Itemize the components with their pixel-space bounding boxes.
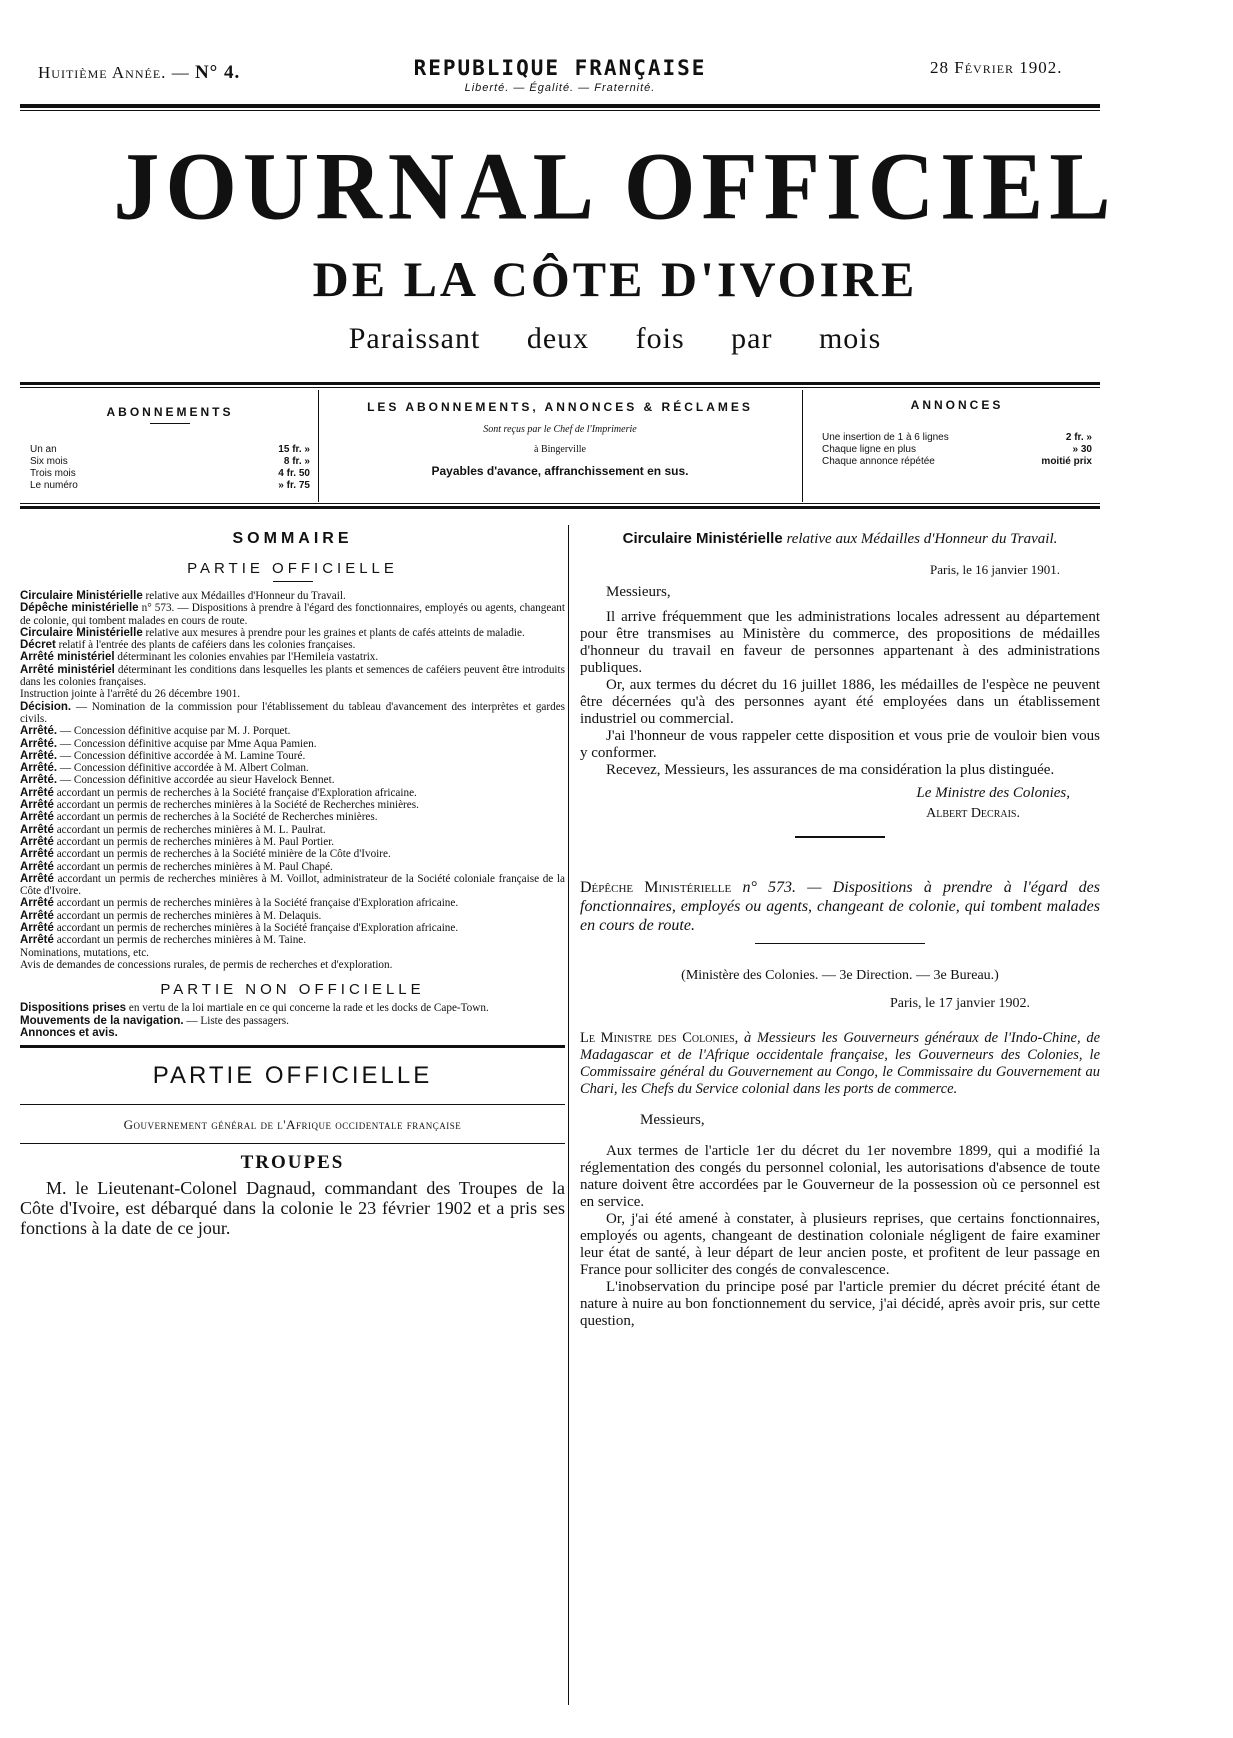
center-box [325, 400, 795, 478]
right-column [580, 530, 1100, 1330]
depeche-paragraph: L'inobservation du principe posé par l'article premier du décret précité étant de nature à nuire au bon fonctionnement du service, j'ai décidé, après avoir pris, sur cette question, [580, 1279, 1100, 1329]
sommaire-item [20, 750, 565, 762]
sommaire-item-label: Arrêté. [20, 749, 58, 762]
sommaire-item-text: accordant un permis de recherches minières à la Société française d'Exploration africaine. [56, 897, 459, 910]
republic-title: REPUBLIQUE FRANÇAISE [413, 56, 707, 80]
sommaire-item-label: Arrêté [20, 922, 54, 935]
depeche-salutation: Messieurs, [640, 1112, 705, 1128]
sommaire-item-label: Arrêté. [20, 737, 58, 750]
sommaire-list [20, 590, 565, 971]
sommaire-item [20, 651, 565, 663]
sommaire-item-text: accordant un permis de recherches minières à M. Delaquis. [56, 909, 322, 922]
gov-heading: Gouvernement général de l'Afrique occidentale française [123, 1117, 462, 1133]
circulaire-date: Paris, le 16 janvier 1901. [930, 562, 1060, 577]
sommaire-item-label: Arrêté [20, 909, 54, 922]
sommaire-end-rule [20, 1045, 565, 1048]
sommaire-partie-officielle: PARTIE OFFICIELLE [187, 560, 398, 577]
circulaire-body [580, 584, 1100, 779]
sommaire-item-label: Arrêté [20, 860, 54, 873]
issue-number: N° 4. [194, 62, 241, 83]
center-box-heading: LES ABONNEMENTS, ANNONCES & RÉCLAMES [367, 400, 753, 414]
annonce-row: Chaque ligne en plus » 30 [822, 444, 1092, 455]
center-box-line1: Sont reçus par le Chef de l'Imprimerie [483, 424, 637, 435]
sommaire-item-label: Annonces et avis. [20, 1026, 118, 1039]
box-top-rule-thin [20, 387, 1100, 388]
sommaire-item [20, 725, 565, 737]
left-column [20, 530, 565, 1238]
sommaire-partie-non-officielle: PARTIE NON OFFICIELLE [160, 981, 425, 999]
section-rule-2 [20, 1143, 565, 1144]
sommaire-item-label: Arrêté [20, 872, 54, 885]
sommaire-item-text: déterminant les conditions dans lesquelles les plants et semences de caféiers peuvent être introduits dans les colonies françaises. [20, 663, 565, 689]
sommaire-item [20, 664, 565, 689]
sommaire-item-label: Arrêté [20, 811, 54, 824]
troupes-text: M. le Lieutenant-Colonel Dagnaud, commandant des Troupes de la Côte d'Ivoire, est débarqué dans la colonie le 23 février 1902 et a pris ses fonctions à la date de ce jour. [20, 1178, 565, 1239]
issue-date: 28 Février 1902. [930, 58, 1063, 77]
sommaire-item-text: relative aux mesures à prendre pour les graines et plants de cafés atteints de maladie. [145, 626, 525, 639]
sommaire-item-text: Instruction jointe à l'arrêté du 26 décembre 1901. [20, 688, 241, 701]
sommaire-item-label: Arrêté ministériel [20, 663, 115, 676]
sommaire-item-label: Circulaire Ministérielle [20, 590, 143, 602]
sommaire-item-text: — Concession définitive accordée à M. Lamine Touré. [59, 749, 306, 762]
sommaire-item-text: relatif à l'entrée des plants de caféiers dans les colonies françaises. [58, 639, 356, 652]
top-rule [20, 104, 1100, 108]
sommaire-item-label: Mouvements de la navigation. [20, 1014, 184, 1027]
sommaire-item-label: Décret [20, 639, 56, 652]
box-divider-2 [802, 390, 803, 502]
sommaire-item [20, 774, 565, 786]
sommaire-item [20, 799, 565, 811]
sommaire-item [20, 922, 565, 934]
depeche-body [580, 1112, 1100, 1330]
sommaire-item [20, 787, 565, 799]
sommaire-item-label: Arrêté. [20, 762, 58, 775]
sommaire-item-text: accordant un permis de recherches à la Société de Recherches minières. [56, 811, 378, 824]
sommaire-item [20, 1015, 565, 1027]
sommaire-item-text: Avis de demandes de concessions rurales, de permis de recherches et d'exploration. [20, 958, 393, 971]
sommaire-item-label: Dispositions prises [20, 1002, 127, 1015]
sommaire-item [20, 934, 565, 946]
depeche-date: Paris, le 17 janvier 1902. [890, 996, 1030, 1011]
subscription-row: Trois mois 4 fr. 50 [30, 468, 310, 479]
sommaire-item-text: — Concession définitive acquise par M. J. Porquet. [59, 725, 291, 738]
circulaire-paragraph: Recevez, Messieurs, les assurances de ma considération la plus distinguée. [606, 762, 1055, 778]
sommaire-item-text: Nominations, mutations, etc. [20, 946, 149, 959]
sommaire-non-list [20, 1002, 565, 1039]
sommaire-item [20, 1002, 565, 1014]
sommaire-item-label: Dépêche ministérielle [20, 602, 139, 615]
sommaire-item-label: Arrêté [20, 835, 54, 848]
subscription-row: Un an 15 fr. » [30, 444, 310, 455]
journal-title: JOURNAL OFFICIEL [113, 132, 1117, 240]
sommaire-item-text: — Nomination de la commission pour l'établissement du tableau d'avancement des interprètes et gardes civils. [20, 700, 566, 725]
sommaire-item-label: Décision. [20, 700, 72, 713]
annonce-row: Une insertion de 1 à 6 lignes 2 fr. » [822, 432, 1092, 443]
publication-frequency: Paraissant deux fois par mois [348, 322, 882, 355]
sommaire-item-text: accordant un permis de recherches à la Société française d'Exploration africaine. [56, 786, 417, 799]
subscriptions-table [30, 444, 310, 492]
sommaire-item-text: en vertu de la loi martiale en ce qui concerne la rade et les docks de Cape-Town. [128, 1002, 489, 1015]
box-bottom-rule [20, 506, 1100, 509]
sommaire-item [20, 762, 565, 774]
sommaire-item-text: déterminant les colonies envahies par l'Hemileia vastatrix. [117, 651, 379, 664]
sommaire-item [20, 811, 565, 823]
sommaire-item [20, 848, 565, 860]
sommaire-item-label: Arrêté. [20, 774, 58, 787]
circulaire-sign-name: Albert Decrais. [926, 806, 1020, 821]
sommaire-item-label: Arrêté [20, 897, 54, 910]
center-box-line3: Payables d'avance, affranchissement en sus. [431, 464, 689, 478]
depeche-direction: (Ministère des Colonies. — 3e Direction. — 3e Bureau.) [681, 968, 999, 983]
sommaire-item [20, 701, 565, 726]
sommaire-item-text: accordant un permis de recherches minières à M. Taine. [56, 934, 307, 947]
sommaire-item [20, 688, 565, 700]
sommaire-item-text: — Concession définitive accordée au sieur Havelock Bennet. [59, 774, 335, 787]
sommaire-item [20, 947, 565, 959]
box-top-rule [20, 382, 1100, 385]
depeche-address: Le Ministre des Colonies, à Messieurs les Gouverneurs généraux de l'Indo-Chine, de Madagascar et de l'Afrique occidentale française, les Gouverneurs des Colonies, le Commissaire général du Gouvernement au Congo, le Commissaire du Gouvernement au Chari, les Chefs du Service colonial dans les ports de commerce. [580, 1030, 1101, 1097]
sommaire-heading: SOMMAIRE [232, 530, 353, 547]
sommaire-item [20, 590, 565, 602]
sommaire-item-label: Arrêté [20, 799, 54, 812]
circulaire-title: Circulaire Ministérielle relative aux Médailles d'Honneur du Travail. [622, 530, 1058, 547]
sommaire-item [20, 602, 565, 627]
sommaire-item-text: relative aux Médailles d'Honneur du Travail. [145, 590, 346, 602]
sommaire-item [20, 639, 565, 651]
depeche-paragraph: Or, j'ai été amené à constater, à plusieurs reprises, que certains fonctionnaires, employés ou agents, changeant de destination coloniale négligent de faire examiner leur état de santé, à leur départ de leur ancien poste, et profitent de leur passage en France pour solliciter des congés de convalescence. [580, 1211, 1100, 1278]
circulaire-paragraph: J'ai l'honneur de vous rappeler cette disposition et vous prie de vouloir bien vous y conformer. [580, 728, 1100, 761]
subscription-row: Le numéro » fr. 75 [30, 480, 310, 491]
depeche-title: Dépêche Ministérielle n° 573. — Dispositions à prendre à l'égard des fonctionnaires, employés ou agents, changeant de colonie, qui tombent malades en cours de route. [580, 879, 1101, 934]
circulaire-salutation: Messieurs, [606, 584, 671, 600]
motto: Liberté. — Égalité. — Fraternité. [464, 82, 656, 94]
sommaire-item-label: Arrêté [20, 823, 54, 836]
top-rule-thin [20, 110, 1100, 111]
subscription-row: Six mois 8 fr. » [30, 456, 310, 467]
issue-year: Huitième Année. — N° 4. [38, 62, 241, 83]
circulaire-sign-title: Le Ministre des Colonies, [916, 785, 1070, 801]
sommaire-item [20, 959, 565, 971]
subscriptions-underline [150, 423, 190, 424]
subscriptions-box [30, 405, 310, 492]
depeche-paragraph: Aux termes de l'article 1er du décret du 1er novembre 1899, qui a modifié la réglementation des congés du personnel colonial, les autorisations d'absence de toute nature doivent être accordées par le Gouverneur de la possession où ce personnel est en service. [580, 1143, 1100, 1210]
sommaire-item [20, 824, 565, 836]
ornament-rule [795, 836, 885, 838]
sommaire-item [20, 861, 565, 873]
annonces-box [822, 398, 1092, 468]
sommaire-item-text: accordant un permis de recherches à la Société minière de la Côte d'Ivoire. [56, 848, 391, 861]
circulaire-paragraph: Il arrive fréquemment que les administrations locales adressent au département pour être transmises au Ministère du commerce, des propositions de médailles d'honneur du travail en faveur de personnes appartenant à des administrations publiques. [580, 609, 1100, 676]
sommaire-item-label: Arrêté. [20, 725, 58, 738]
sommaire-item-text: accordant un permis de recherches minières à la Société française d'Exploration africaine. [56, 922, 459, 935]
sommaire-item-text: accordant un permis de recherches minières à M. Paul Portier. [56, 835, 335, 848]
subscriptions-heading: ABONNEMENTS [106, 405, 234, 419]
annonce-row: Chaque annonce répétée moitié prix [822, 456, 1092, 467]
sommaire-item [20, 910, 565, 922]
sommaire-item-label: Arrêté [20, 786, 54, 799]
sommaire-item-text: accordant un permis de recherches minières à la Société de Recherches minières. [56, 799, 419, 812]
journal-subtitle: DE LA CÔTE D'IVOIRE [312, 251, 918, 307]
sommaire-item-text: accordant un permis de recherches minières à M. Voillot, administrateur de la Société coloniale française de la Côte d'Ivoire. [20, 872, 565, 898]
sommaire-item-text: — Concession définitive acquise par Mme Aqua Pamien. [59, 737, 317, 750]
partie-officielle-heading: PARTIE OFFICIELLE [152, 1062, 433, 1090]
depeche-rule [755, 943, 925, 944]
center-box-line2: à Bingerville [534, 444, 586, 455]
sommaire-item-label: Circulaire Ministérielle [20, 626, 143, 639]
sommaire-item-label: Arrêté [20, 848, 54, 861]
troupes-heading: TROUPES [240, 1152, 345, 1174]
sommaire-item [20, 836, 565, 848]
republic-header [380, 56, 740, 94]
sommaire-item [20, 897, 565, 909]
sommaire-item [20, 738, 565, 750]
annonces-table [822, 432, 1092, 468]
annonces-heading: ANNONCES [910, 398, 1004, 412]
column-divider [568, 525, 569, 1705]
section-rule [20, 1104, 565, 1105]
box-bottom-rule-thin [20, 503, 1100, 504]
sommaire-underline [273, 581, 313, 582]
sommaire-item [20, 873, 565, 898]
sommaire-item [20, 1027, 565, 1039]
sommaire-item-text: accordant un permis de recherches minières à M. Paul Chapé. [56, 860, 333, 873]
sommaire-item-text: accordant un permis de recherches minières à M. L. Paulrat. [56, 823, 326, 836]
sommaire-item [20, 627, 565, 639]
sommaire-item-text: — Concession définitive accordée à M. Albert Colman. [59, 762, 309, 775]
sommaire-item-label: Arrêté ministériel [20, 651, 115, 664]
sommaire-item-text: — Liste des passagers. [186, 1014, 289, 1027]
sommaire-item-text: n° 573. — Dispositions à prendre à l'égard des fonctionnaires, employés ou agents, changeant de colonie, qui tombent malades en cours de route. [20, 602, 566, 627]
circulaire-paragraph: Or, aux termes du décret du 16 juillet 1886, les médailles de l'espèce ne peuvent être décernées qu'à des personnes ayant été employées dans un établissement industriel ou commercial. [580, 677, 1100, 727]
sommaire-item-label: Arrêté [20, 934, 54, 947]
box-divider-1 [318, 390, 319, 502]
